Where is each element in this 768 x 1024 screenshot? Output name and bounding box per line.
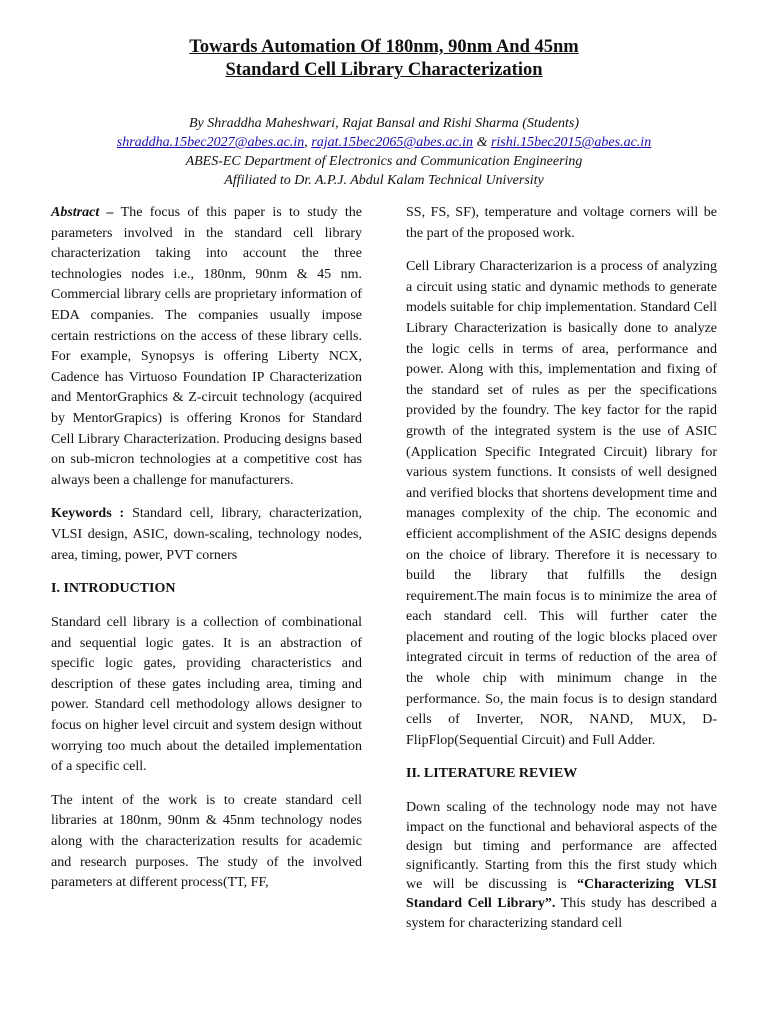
left-column	[51, 203, 362, 907]
email-separator: &	[476, 135, 488, 150]
right-paragraph-1: SS, FS, SF), temperature and voltage corners will be the part of the proposed work.	[406, 205, 717, 241]
literature-paragraph	[406, 798, 717, 932]
author-department: ABES-EC Department of Electronics and Communication Engineering	[185, 154, 583, 169]
keywords-text: Standard cell, library, characterization, VLSI design, ASIC, down-scaling, technology nodes, area, timing, power, PVT corners	[51, 506, 363, 563]
keywords-label: Keywords :	[51, 506, 125, 522]
email-link-rajat[interactable]: rajat.15bec2065@abes.ac.in	[311, 135, 474, 150]
abstract-label: Abstract –	[51, 205, 114, 220]
literature-text-c: This study has described a system for characterizing standard cell	[406, 896, 718, 931]
title-line-1: Towards Automation Of 180nm, 90nm And 45nm	[189, 37, 579, 57]
email-link-rishi[interactable]: rishi.15bec2015@abes.ac.in	[490, 135, 652, 150]
keywords-paragraph	[51, 504, 362, 566]
email-separator: ,	[304, 135, 308, 150]
abstract-paragraph	[51, 203, 362, 491]
author-byline: By Shraddha Maheshwari, Rajat Bansal and Rishi Sharma (Students)	[188, 116, 580, 131]
author-affiliation: Affiliated to Dr. A.P.J. Abdul Kalam Technical University	[224, 173, 544, 188]
section-heading-literature-review: II. LITERATURE REVIEW	[406, 766, 578, 782]
author-block	[0, 114, 768, 190]
author-emails	[0, 133, 768, 152]
literature-text-a: Down scaling of the technology node may not have impact on the functional and behavioral aspects of the design but timing and performance are affected significantly. Starting from this the first study which we will be discussing is	[406, 800, 717, 893]
intro-paragraph-2: The intent of the work is to create standard cell libraries at 180nm, 90nm & 45nm technology nodes along with the characterization results for academic and research purposes. The study of the involved parameters at different process(TT, FF,	[51, 792, 362, 891]
title-line-2: Standard Cell Library Characterization	[225, 60, 543, 80]
email-link-shraddha[interactable]: shraddha.15bec2027@abes.ac.in	[116, 135, 305, 150]
right-paragraph-2: Cell Library Characterizarion is a process of analyzing a circuit using static and dynamic methods to generate models suitable for chip implementation. Standard Cell Library Characterization is basically done to analyze the logic cells in terms of area, performance and power. Along with this, implementation and fixing of the standard set of rules as per the specifications provided by the foundry. The key factor for the rapid growth of the integrated system is the use of ASIC (Application Specific Integrated Circuit) library for various system functions. It consists of well designed and verified blocks that shortens development time and manages complexity of the chip. The economic and efficient accomplishment of the ASIC designs depends on the choice of library. Therefore it is necessary to build the library that fulfills the design requirement.The main focus is to minimize the area of each standard cell. This will further cater the placement and routing of the logic blocks placed over integrated circuit in terms of reduction of the area of the whole chip with minimum change in the performance. So, the main focus is to design standard cells of Inverter, NOR, NAND, MUX, D-FlipFlop(Sequential Circuit) and Full Adder.	[406, 259, 717, 748]
section-heading-introduction: I. INTRODUCTION	[51, 581, 176, 597]
paper-title	[0, 36, 768, 82]
intro-paragraph-1: Standard cell library is a collection of combinational and sequential logic gates. It is an abstraction of specific logic gates, providing characteristics and description of these gates including area, timing and power. Standard cell methodology allows designer to focus on higher level circuit and system design without worrying too much about the detailed implementation of a specific cell.	[51, 615, 362, 775]
literature-study-title: “Characterizing VLSI Standard Cell Library”.	[406, 877, 718, 912]
abstract-text: The focus of this paper is to study the parameters involved in the standard cell library characterization taking into account the three technologies nodes i.e., 180nm, 90nm & 45 nm. Commercial library cells are proprietary information of EDA companies. The companies usually impose certain restrictions on the access of these library cells. For example, Synopsys is offering Liberty NCX, Cadence has Virtuoso Foundation IP Characterization and MentorGraphics & Z-circuit technology (acquired by MentorGrapics) is offering Kronos for Standard Cell Library Characterization. Producing designs based on sub-micron technologies at a competitive cost has always been a challenge for manufacturers.	[51, 205, 362, 488]
right-column	[406, 203, 717, 946]
